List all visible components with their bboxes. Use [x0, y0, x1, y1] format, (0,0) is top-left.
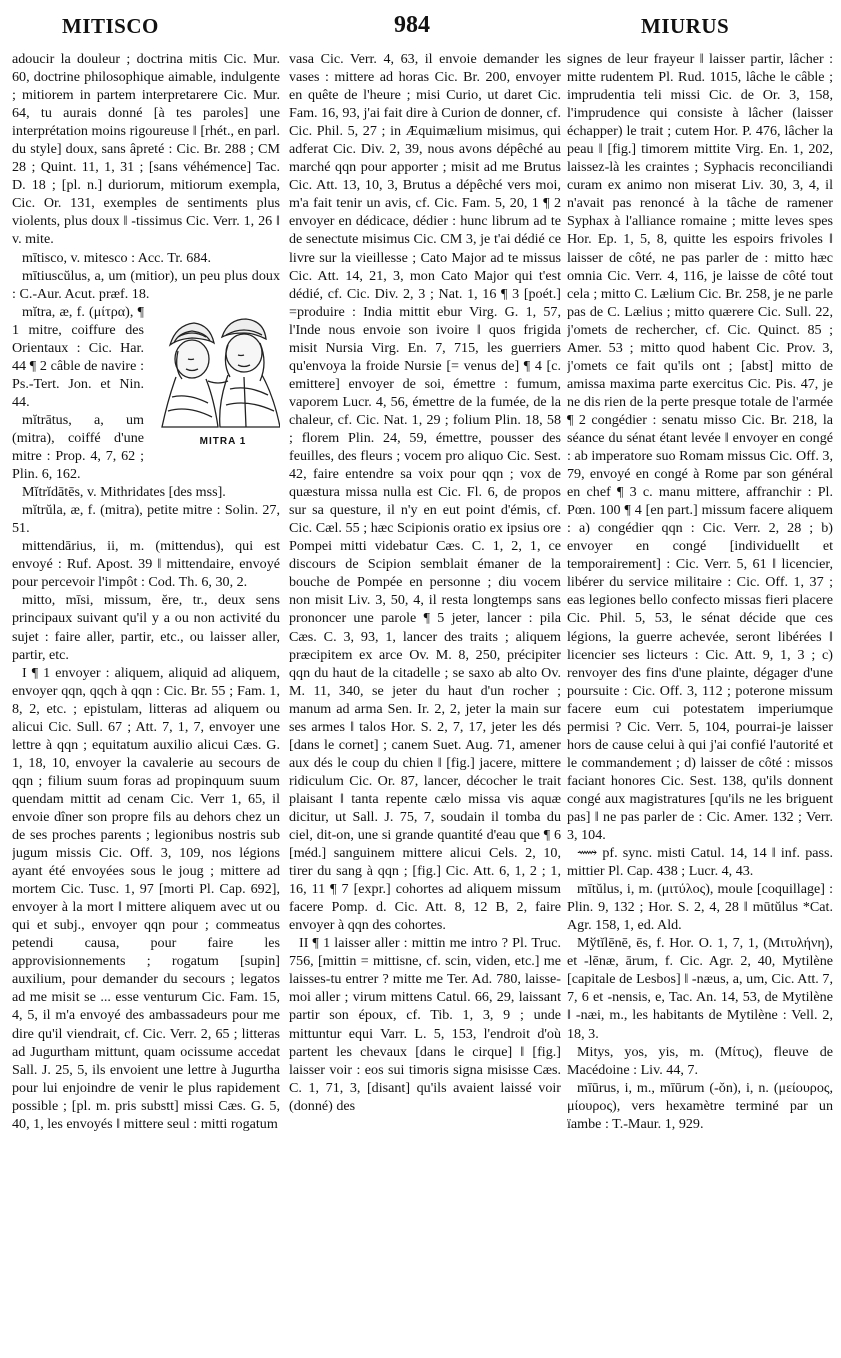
entry-mitratus: mĭtrātus, a, um (mitra), coiffé d'une mitre : Prop. 4, 7, 62 ; Plin. 6, 162.: [12, 411, 144, 483]
entry-mitra: mĭtra, æ, f. (μίτρα), ¶ 1 mitre, coiffure des Orientaux : Cic. Har. 44 ¶ 2 câble de navire : Ps.-Tert. Jon. et Nin. 44.: [12, 303, 144, 410]
entry-mitys: Mitys, yos, yis, m. (Μίτυς), fleuve de Macédoine : Liv. 44, 7.: [567, 1043, 833, 1078]
column-2: [289, 50, 561, 1352]
entry-mitto-sense-2: II ¶ 1 laisser aller : mittin me intro ? Pl. Truc. 756, [mittin = mittisne, cf. scin, viden, etc.] me laisses-tu entrer ? mitte me Ter. Ad. 780, laisse-moi aller ; virum mittens Catul. 66, 29, laissant partir son époux, cf. Tib. 1, 3, 9 ; unde mittuntur equi Varr. L. 5, 153, l'endroit d'où partent les chevaux [dans le cirque] ‖ [fig.] laisser voir : eos sui timoris signa misisse Cæs. C. 1, 71, 3, [disant] qu'ils avaient laissé voir (donné) des: [289, 935, 561, 1114]
header-left-guideword: MITISCO: [62, 14, 159, 38]
entry-miurus: mīūrus, i, m., mīūrum (-ŏn), i, n. (μείουρος, μίουρος), vers hexamètre terminé par un ïambe : T.-Maur. 1, 929.: [567, 1079, 833, 1132]
entry-mitiusculus: mītiuscŭlus, a, um (mitior), un peu plus doux : C.-Aur. Acut. præf. 18.: [12, 267, 280, 302]
entry-mitridates: Mĭtrĭdātēs, v. Mithridates [des mss].: [22, 484, 226, 501]
entry-mitrula: mĭtrŭla, æ, f. (mitra), petite mitre : Solin. 27, 51.: [12, 502, 280, 537]
entry-mitto-sense-2-continued: signes de leur frayeur ‖ laisser partir, lâcher : mitte rudentem Pl. Rud. 1015, lâche le câble ; imprudentia teli missi Cic. de Or. 3, 158, l'imprudence qui consiste à lâcher (laisser échapper) le trait ; cutem Hor. P. 476, lâcher la peau ‖ [fig.] timorem mittite Virg. En. 1, 202, laissez-là les craintes ; Syphacis reconciliandi curam ex animo non miserat Liv. 30, 3, 4, il n'avait pas renoncé à la tâche de ramener Syphax à l'alliance romaine ; mitte leves spes Hor. Ep. 1, 5, 8, quitte les espoirs frivoles ‖ laisser de côté, ne pas parler de : mitto hæc omnia Cic. Verr. 4, 116, je laisse de côté tout cela ; mitto C. Lælium Cic. Br. 258, je ne parle pas de C. Lælius ; mitto quærere Cic. Sull. 22, j'omets de rechercher, cf. Cic. Quinct. 85 ; Amer. 53 ; mitto quod habent Cic. Prov. 3, j'omets ce fait qu'ils ont ; [abst] mitto de amissa maxima parte exercitus Cic. Pis. 47, je ne dis rien de la perte presque totale de l'armée ¶ 2 congédier : senatu misso Cic. Br. 218, la séance du sénat étant levée ‖ envoyer en congé : ab imperatore suo Romam missus Cic. Off. 3, 79, envoyé en congé à Rome par son général en chef ¶ 3 c. manu mittere, affranchir : Pl. Pœn. 100 ¶ 4 [en part.] missum facere aliquem : a) congédier qqn : Cic. Verr. 2, 28 ; b) envoyer en congé [individuellt et temporairement] : Cic. Verr. 5, 61 ‖ licencier, libérer du service militaire : Cic. Off. 1, 37 ; eas legiones bello confecto missas fieri placere Cic. Phil. 5, 53, le sénat décide que ces légions, la guerre achevée, seront libérées ‖ licencier ses licteurs : Cic. Att. 9, 1, 3 ; c) renvoyer des fins d'une plainte, dégager d'une poursuite : Cic. Off. 3, 112 ; poterone missum facere eum cui potestatem imperiumque permisi ? Cic. Verr. 5, 104, pourrai-je laisser hors de cause celui à qui j'ai confié l'autorité et le commandement ; d) laisser de côté : missos faciant honores Cic. Sest. 138, qu'ils donnent congé aux magistratures [qu'ils ne les briguent pas] ‖ ne pas parler de : Cic. Amer. 132 ; Verr. 3, 104.: [567, 51, 833, 844]
entry-mitis-continued: adoucir la douleur ; doctrina mitis Cic. Mur. 60, doctrine philosophique aimable, indulgente ; mitiorem in partem interpretarere Cic. Mur. 64, tu aurais donné [à tes paroles] une interprétation moins rigoureuse ‖ [rhét., en parl. du style] doux, sans âpreté : Cic. Br. 288 ; CM 28 ; Quint. 11, 1, 31 ; [sans véhémence] Tac. D. 18 ; [pl. n.] duriorum, mitiorum exempla, Cic. Or. 131, exemples de sentiments plus violents, plus doux ‖ -tissimus Cic. Verr. 1, 26 ‖ v. mite.: [12, 51, 280, 248]
entry-mitto-sense-1-continued: vasa Cic. Verr. 4, 63, il envoie demander les vases : mittere ad horas Cic. Br. 200, envoyer en quête de l'heure ; misi Curio, ut daret Cic. Fam. 16, 93, j'ai fait dire à Curion de donner, cf. Cic. Phil. 5, 27 ; in Æquimælium misimus, qui adferat Cic. Div. 2, 39, nous avons dépêché au marché qqn pour apporter ; misit ad me Brutus Cic. Att. 13, 10, 3, Brutus a dépêché vers moi, m'a fait tenir un avis, cf. Cic. Fam. 5, 20, 1 ¶ 2 envoyer en dédicace, dédier : hunc librum ad te de senectute misimus Cic. CM 3, je t'ai dédié ce livre sur la vieillesse ; Cato Major ad te missus Cic. Att. 14, 21, 3, mon Cato Major qui t'est dédié, cf. Cic. Div. 2, 3 ; Nat. 1, 16 ¶ 3 [poét.] =produire : India mittit ebur Virg. G. 1, 57, l'Inde nous envoie son ivoire ‖ quos frigida misit Nursia Virg. En. 7, 715, les guerriers qu'envoya la froide Nursie [= venus de] ¶ 4 [c. emittere] envoyer de soi, émettre : fumum, vaporem Lucr. 4, 56, émettre de la fumée, de la chaleur, cf. Cic. Nat. 1, 29 ; folium Plin. 18, 58 ; florem Plin. 24, 59, émettre, pousser des feuilles, des fleurs ; vocem pro aliquo Cic. Sest. 42, faire entendre sa voix pour qqn ; vox de quæstura missa nulla est Cic. Fl. 6, de propos sur sa questure, il n'y en eut point d'émis, cf. Cic. Cæl. 55 ; hæc Scipionis oratio ex ipsius ore Pompei mitti videbatur Cæs. C. 1, 2, 1, ce discours de Scipion semblait émaner de la bouche de Pompée en personne ; diu vocem non misit Liv. 3, 50, 4, il resta longtemps sans prononcer une parole ¶ 5 jeter, lancer : pila Cæs. C. 3, 93, 1, lancer des traits ; aliquem præcipitem ex arce Ov. M. 8, 250, précipiter qqn du haut de la citadelle ; se saxo ab alto Ov. M. 11, 340, se jeter du haut d'un rocher ; manum ad arma Sen. Ir. 2, 2, jeter la main sur ses armes ‖ talos Hor. S. 2, 7, 17, jeter les dés [dans le cornet] ; canem Suet. Aug. 71, amener aux dés le coup du chien ‖ [fig.] jacere, mittere ridiculum Cic. Or. 87, lancer, décocher le trait plaisant ‖ tanta repente cælo missa vis aquæ dicitur, ut Sall. J. 75, 7, soudain il tomba du ciel, dit-on, une si grande quantité d'eau que ¶ 6 [méd.] sanguinem mittere alicui Cels. 2, 10, tirer du sang à qqn ; [fig.] Cic. Att. 6, 1, 2 ; 1, 16, 11 ¶ 7 [expr.] cohortes ad aliquem missum facere Pomp. d. Cic. Att. 8, 12 B, 2, faire envoyer à qqn des cohortes.: [289, 51, 561, 934]
figure-caption: MITRA 1: [199, 435, 247, 447]
mitra-figure-drawing: [148, 307, 280, 437]
page-number: 984: [394, 12, 430, 38]
entry-mitto: mitto, mīsi, missum, ĕre, tr., deux sens principaux suivant qu'il y a ou non activité du sujet : faire aller, partir, etc., ou laisser aller, partir, etc.: [12, 592, 280, 663]
column-1: [12, 50, 280, 1352]
entry-mitulus: mītŭlus, i, m. (μιτύλος), moule [coquillage] : Plin. 9, 132 ; Hor. S. 2, 4, 28 ‖ mūtŭlus *Cat. Agr. 158, 1, ed. Ald.: [567, 881, 833, 934]
entry-mytilene: Mўtĭlēnē, ēs, f. Hor. O. 1, 7, 1, (Μιτυλήνη), et -lēnæ, ārum, f. Cic. Agr. 2, 40, Mytilène [capitale de Lesbos] ‖ -næus, a, um, Cic. Att. 7, 7, 6 et -nensis, e, Tac. An. 14, 53, de Mytilène ‖ -næi, m., les habitants de Mytilène : Vell. 2, 18, 3.: [567, 935, 833, 1042]
column-3: [567, 50, 833, 1352]
entry-mitisco: mītisco, v. mitesco : Acc. Tr. 684.: [22, 249, 211, 266]
entry-mitto-forms-note: ⟿ pf. sync. misti Catul. 14, 14 ‖ inf. pass. mittier Pl. Cap. 438 ; Lucr. 4, 43.: [567, 845, 833, 880]
entry-mittendarius: mittendārius, ii, m. (mittendus), qui est envoyé : Ruf. Apost. 39 ‖ mittendaire, envoyé pour percevoir l'impôt : Cod. Th. 6, 30, 2.: [12, 538, 280, 591]
running-header: [0, 8, 841, 42]
header-right-guideword: MIURUS: [641, 14, 730, 38]
entry-mitto-sense-1: I ¶ 1 envoyer : aliquem, aliquid ad aliquem, envoyer qqn, qqch à qqn : Cic. Br. 55 ; Fam. 1, 8, 2, etc. ; epistulam, litteras ad aliquem ou alicui Cic. Sull. 67 ; Att. 7, 1, 7, envoyer une lettre à qqn ; equitatum auxilio alicui Cæs. G. 1, 18, 10, envoyer la cavalerie au secours de qqn ; filium suum foras ad propinquum suum quendam mittit ad cenam Cic. Verr 1, 65, il envoie dîner son propre fils au dehors chez un de ses proches parents ; legionibus nostris sub jugum missis Cic. Off. 3, 109, nos légions ayant été envoyées sous le joug ; mittere ad mortem Cic. Tusc. 1, 97 [morti Pl. Cap. 692], envoyer à la mort ‖ mittere aliquem avec ut ou qui et subj., envoyer qqn pour ; commeatus petendi causa, pour faire les approvisionnements ; rogatum [supin] auxilium, pour demander du secours ; legatos ad me misit se ... esse venturum Cic. Fam. 15, 4, 5, il m'a envoyé des ambassadeurs pour me dire qu'il viendrait, cf. Cic. Verr. 2, 65 ; litteras ad Jugurtham mittunt, quam ocissume accedat Sall. J. 25, 5, ils envoient une lettre à Jugurtha pour lui enjoindre de venir le plus rapidement possible ; [pl. m. pris substt] missi Cæs. G. 5, 40, 1, les envoyés ‖ mittere seul : mitti rogatum: [12, 664, 280, 1132]
mitra-illustration: [148, 307, 280, 451]
